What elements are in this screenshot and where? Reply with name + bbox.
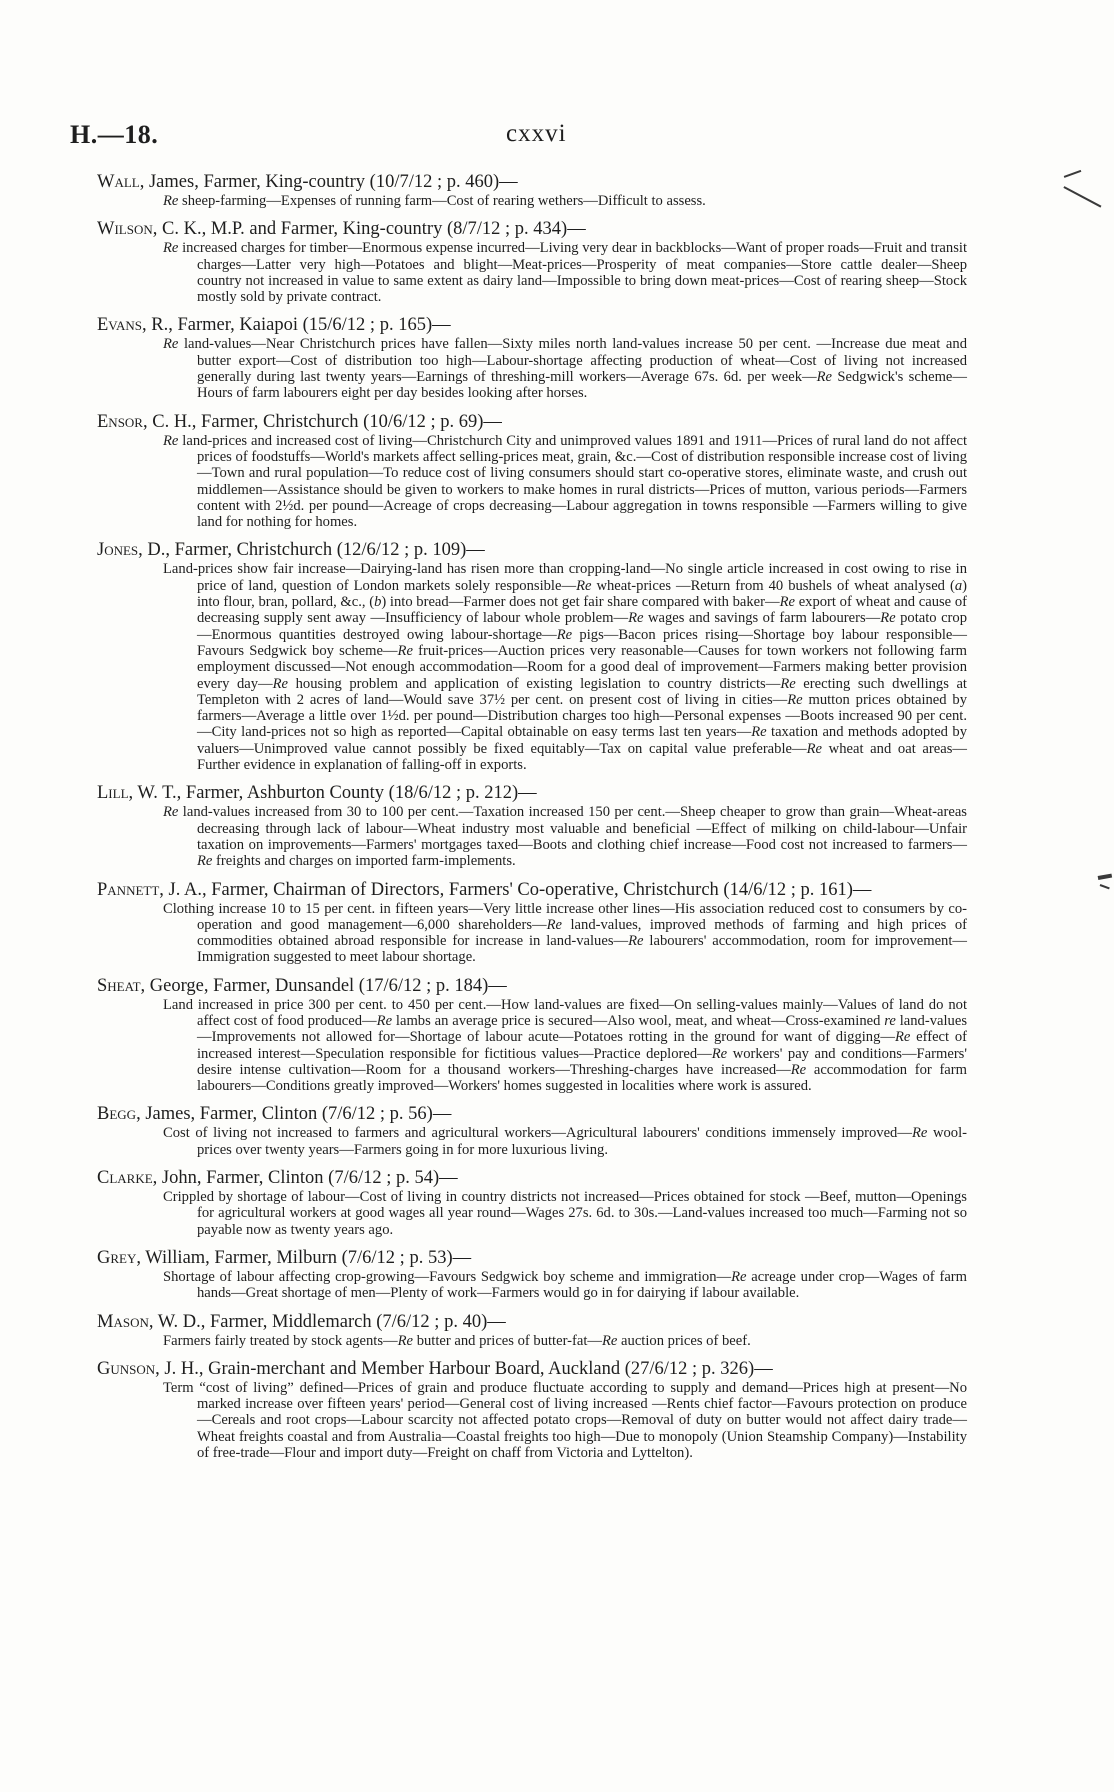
witness-entry [97,1358,967,1461]
witness-heading [97,1247,967,1269]
witness-details: , James, Farmer, Clinton (7/6/12 ; p. 56)— [136,1104,452,1125]
witness-entry [97,1103,967,1158]
witness-heading [97,218,967,240]
evidence-summary: Re land-values—Near Christchurch prices have fallen—Sixty miles north land-values increase 50 per cent. —Increase due meat and butter export—Cost of distribution too high—Labour-shortage affecting production of wheat—Cost of living not increased generally during last twenty years—Earnings of threshing-mill workers—Average 67s. 6d. per week—Re Sedgwick's scheme—Hours of farm labourers eight per day besides looking after horses. [163,336,967,402]
witness-entry [97,879,967,966]
witness-surname: Wall [97,172,140,192]
evidence-summary: Re land-values increased from 30 to 100 per cent.—Taxation increased 150 per cent.—Sheep cheaper to grow than grain—Wheat-areas decreasing through lack of labour—Wheat industry most valuable and beneficial —Effect of milking on child-labour—Unfair taxation on improvements—Farmers' mortgages taxed—Boots and clothing chief increase—Food cost not increased to farmers—Re freights and charges on imported farm-implements. [163,804,967,870]
witness-surname: Evans [97,315,143,336]
witness-surname: Lill [97,783,129,804]
evidence-summary: Farmers fairly treated by stock agents—Re butter and prices of butter-fat—Re auction prices of beef. [163,1332,751,1349]
witness-index [97,171,967,1470]
witness-details: , William, Farmer, Milburn (7/6/12 ; p. 53)— [136,1247,472,1268]
evidence-summary: Re increased charges for timber—Enormous expense incurred—Living very dear in backblocks—Want of proper roads—Fruit and transit charges—Latter very high—Potatoes and blight—Meat-prices—Prosperity of meat companies—Store cattle dealer—Sheep country not increased in value to same extent as dairy land—Impossible to bring down meat-prices—Cost of rearing sheep—Stock mostly sold by private contract. [163,240,967,306]
witness-heading [97,975,967,997]
page-header [70,120,990,160]
witness-heading [97,1103,967,1125]
witness-entry [97,218,967,305]
witness-surname: Mason [97,1311,149,1332]
witness-details: , C. K., M.P. and Farmer, King-country (8/7/12 ; p. 434)— [152,219,586,240]
witness-heading [97,782,967,804]
witness-surname: Grey [97,1247,137,1268]
evidence-summary: Crippled by shortage of labour—Cost of living in country districts not increased—Prices obtained for stock —Beef, mutton—Openings for agricultural workers at good wages all year round—Wages 27s. 6d. to 30s.—Land-values increased too much—Farming not so payable now as twenty years ago. [163,1189,967,1238]
witness-details: , D., Farmer, Christchurch (12/6/12 ; p. 109)— [138,540,485,561]
witness-details: , John, Farmer, Clinton (7/6/12 ; p. 54)— [152,1168,458,1189]
page-number: cxxvi [506,120,567,147]
evidence-summary: Clothing increase 10 to 15 per cent. in fifteen years—Very little increase other lines—His association reduced cost to consumers by co-operation and good management—6,000 shareholders—Re land-values, improved methods of farming and high prices of commodities obtained abroad responsible for increase in land-values—Re labourers' accommodation, room for improvement—Immigration suggested to meet labour shortage. [163,900,967,966]
witness-surname: Gunson [97,1358,156,1379]
witness-entry [97,1167,967,1238]
witness-surname: Jones [97,540,139,561]
witness-surname: Pannett [97,879,160,900]
scan-mark [1098,874,1112,880]
evidence-summary: Re land-prices and increased cost of living—Christchurch City and unimproved values 1891 and 1911—Prices of rural land do not affect prices of foodstuffs—World's markets affect selling-prices meat, grain, &c.—Cost of distribution responsible increase cost of living—Town and rural population—To reduce cost of living consumers should start co-operative stores, eliminate waste, and crush out middlemen—Assistance should be given to workers to make homes in rural districts—Prices of mutton, various periods—Farmers content with 2½d. per pound—Acreage of crops decreasing—Labour aggregation in towns responsible —Farmers willing to give land for nothing for homes. [163,432,967,531]
witness-surname: Begg [97,1104,137,1125]
scan-mark [1064,170,1081,178]
witness-details: , J. H., Grain-merchant and Member Harbour Board, Auckland (27/6/12 ; p. 326)— [155,1358,773,1379]
witness-entry [97,782,967,869]
witness-entry [97,171,967,209]
witness-details: , R., Farmer, Kaiapoi (15/6/12 ; p. 165)— [142,315,451,336]
evidence-summary: Land-prices show fair increase—Dairying-land has risen more than cropping-land—No single article increased in cost owing to rise in price of land, question of London markets solely responsible—Re wheat-prices —Return from 40 bushels of wheat analysed (a) into flour, bran, pollard, &c., (b) into bread—Farmer does not get fair share compared with baker—Re export of wheat and cause of decreasing supply sent away —Insufficiency of labour whole problem—Re wages and savings of farm labourers—Re potato crop—Enormous quantities destroyed owing labour-shortage—Re pigs—Bacon prices rising—Shortage boy labour responsible—Favours Sedgwick boy scheme—Re fruit-prices—Auction prices very reasonable—Causes for town workers not following farm employment discussed—Not enough accommodation—Room for a good deal of improvement—Farmers making better provision every day—Re housing problem and application of existing legislation to country districts—Re erecting such dwellings at Templeton with 2 acres of land—Would save 37½ per cent. on present cost of living in cities—Re mutton prices obtained by farmers—Average a little over 1½d. per pound—Distribution charges too high—Personal expenses —Boots increased 90 per cent.—City land-prices not so high as reported—Capital obtainable on easy terms last ten years—Re taxation and methods adopted by valuers—Unimproved value cannot possibly be fixed equitably—Tax on capital value preferable—Re wheat and oat areas—Further evidence in explanation of falling-off in exports. [163,561,968,774]
witness-details: , George, Farmer, Dunsandel (17/6/12 ; p. 184)— [140,975,507,996]
witness-entry [97,411,967,531]
witness-entry [97,1311,967,1349]
witness-heading [97,411,967,433]
witness-surname: Ensor [97,411,143,432]
witness-heading [97,1358,967,1380]
witness-entry [97,975,967,1095]
witness-surname: Sheat [97,975,141,996]
witness-heading [97,879,967,901]
document-reference: H.—18. [70,120,159,149]
witness-entry [97,1247,967,1302]
evidence-summary: Cost of living not increased to farmers and agricultural workers—Agricultural labourers' conditions immensely improved—Re wool-prices over twenty years—Farmers going in for more luxurious living. [163,1125,968,1158]
scan-mark [1064,186,1102,207]
witness-heading [97,1167,967,1189]
witness-heading [97,1311,967,1333]
witness-details: , J. A., Farmer, Chairman of Directors, Farmers' Co-operative, Christchurch (14/6/12 ; p. 161)— [159,879,872,900]
witness-surname: Clarke [97,1168,153,1189]
witness-details: , W. D., Farmer, Middlemarch (7/6/12 ; p. 40)— [148,1311,506,1332]
evidence-summary: Land increased in price 300 per cent. to 450 per cent.—How land-values are fixed—On selling-values mainly—Values of land do not affect cost of food produced—Re lambs an average price is secured—Also wool, meat, and wheat—Cross-examined re land-values—Improvements not allowed for—Shortage of labour acute—Potatoes rotting in the ground for want of digging—Re effect of increased interest—Speculation responsible for fictitious values—Practice deplored—Re workers' pay and conditions—Farmers' desire intense cultivation—Room for a thousand workers—Threshing-charges have increased—Re accommodation for farm labourers—Conditions greatly improved—Workers' homes suggested in localities where work is assured. [163,996,967,1095]
witness-entry [97,539,967,773]
witness-surname: Wilson [97,219,153,240]
scan-mark [1100,884,1110,889]
witness-details: , James, Farmer, King-country (10/7/12 ; p. 460)— [139,172,518,192]
witness-entry [97,314,967,401]
evidence-summary: Shortage of labour affecting crop-growing—Favours Sedgwick boy scheme and immigration—Re acreage under crop—Wages of farm hands—Great shortage of men—Plenty of work—Farmers would go in for dairying if labour available. [163,1268,968,1302]
witness-heading [97,539,967,561]
witness-heading [97,171,967,193]
evidence-summary: Re sheep-farming—Expenses of running farm—Cost of rearing wethers—Difficult to assess. [163,193,706,209]
witness-details: , W. T., Farmer, Ashburton County (18/6/12 ; p. 212)— [128,783,537,804]
witness-details: , C. H., Farmer, Christchurch (10/6/12 ; p. 69)— [142,411,502,432]
evidence-summary: Term “cost of living” defined—Prices of grain and produce fluctuate according to supply and demand—Prices high at present—No marked increase over fifteen years' period—General cost of living increased —Rents chief factor—Favours protection on produce—Cereals and root crops—Labour scarcity not affected potato crops—Removal of duty on butter would not affect dairy trade—Wheat freights coastal and from Australia—Coastal freights too high—Due to monopoly (Union Steamship Company)—Instability of free-trade—Flour and import duty—Freight on chaff from Victoria and Lyttelton). [163,1379,967,1462]
witness-heading [97,314,967,336]
